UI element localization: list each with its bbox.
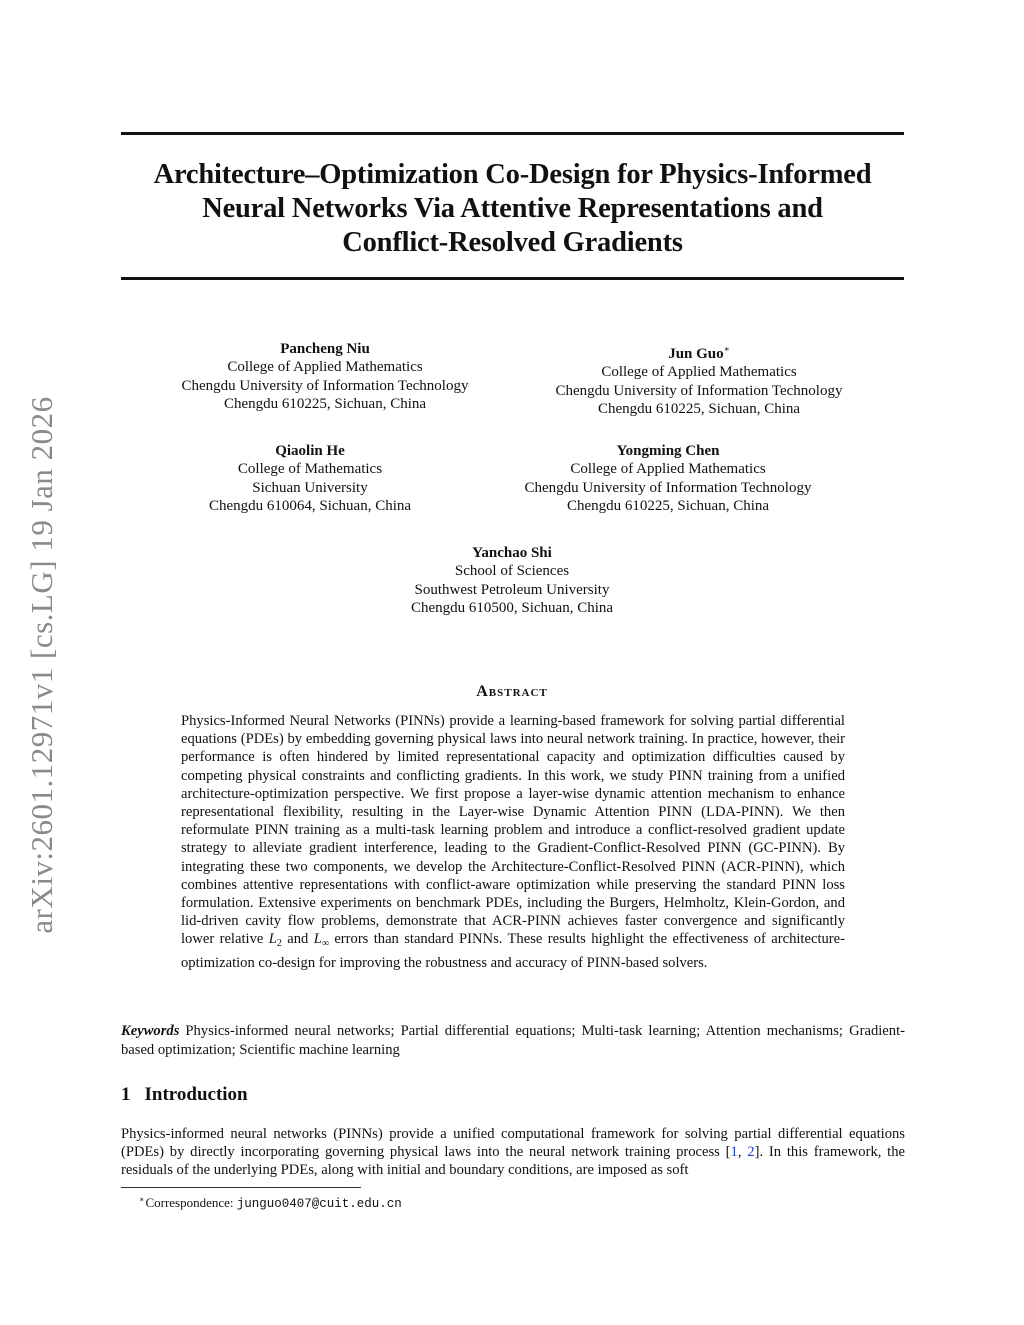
footnote-rule — [121, 1187, 361, 1188]
citation-link[interactable]: 2 — [747, 1144, 755, 1161]
author-department: College of Applied Mathematics — [601, 364, 797, 381]
author-institution: Chengdu University of Information Technology — [181, 377, 469, 394]
keywords-label: Keywords — [121, 1023, 180, 1039]
author-name: Qiaolin He — [275, 443, 345, 459]
title-line-2: Neural Networks Via Attentive Representations and — [202, 193, 823, 224]
author-name: Pancheng Niu — [280, 341, 370, 357]
author-block — [556, 340, 843, 419]
author-department: College of Mathematics — [237, 461, 383, 478]
author-address: Chengdu 610500, Sichuan, China — [410, 600, 614, 617]
author-address: Chengdu 610225, Sichuan, China — [223, 396, 427, 413]
keywords-list: Physics-informed neural networks; Partial differential equations; Multi-task learning; Attention mechanisms; Gradient-based optimization; Scientific machine learning — [121, 1023, 905, 1058]
author-block — [411, 544, 613, 618]
author-block — [209, 442, 411, 516]
keywords-paragraph — [121, 1022, 905, 1060]
title-bottom-rule — [121, 277, 904, 280]
author-block — [525, 442, 812, 516]
author-address: Chengdu 610225, Sichuan, China — [566, 498, 770, 515]
math-l2-norm: $L_2$ — [268, 931, 282, 950]
footnote-label: Correspondence: — [145, 1195, 234, 1210]
corresponding-author-mark: ∗ — [723, 344, 730, 354]
author-department: School of Sciences — [454, 563, 570, 580]
author-name: Yanchao Shi — [472, 545, 552, 561]
author-institution: Chengdu University of Information Technology — [524, 479, 812, 496]
author-address: Chengdu 610225, Sichuan, China — [597, 401, 801, 418]
correspondence-email[interactable]: junguo0407@cuit.edu.cn — [236, 1197, 402, 1211]
author-name: Yongming Chen — [616, 443, 720, 459]
section-number: 1 — [121, 1084, 131, 1105]
author-department: College of Applied Mathematics — [227, 359, 423, 376]
footnote-correspondence — [139, 1192, 402, 1212]
title-line-1: Architecture–Optimization Co-Design for Physics-Informed — [153, 159, 872, 190]
footnote-mark: ∗ — [139, 1195, 145, 1204]
author-institution: Chengdu University of Information Technology — [555, 382, 843, 399]
author-name: Jun Guo∗ — [668, 344, 730, 362]
section-heading-introduction — [121, 1084, 248, 1106]
paper-title — [121, 158, 904, 260]
author-institution: Sichuan University — [252, 479, 368, 496]
introduction-paragraph: Physics-informed neural networks (PINNs) provide a unified computational framework for solving partial differential equations (PDEs) by directly incorporating governing physical laws into the neural network training process [1, 2]. In this framework, the residuals of the underlying PDEs, along with initial and boundary conditions, are imposed as soft — [121, 1126, 906, 1179]
title-line-3: Conflict-Resolved Gradients — [342, 227, 683, 258]
arxiv-identifier-stamp: arXiv:2601.12971v1 [cs.LG] 19 Jan 2026 — [24, 396, 59, 934]
author-department: College of Applied Mathematics — [570, 461, 766, 478]
author-block — [182, 340, 469, 414]
author-address: Chengdu 610064, Sichuan, China — [208, 498, 412, 515]
math-linf-norm: $L_\infty$ — [313, 931, 329, 950]
abstract-text: Physics-Informed Neural Networks (PINNs) provide a learning-based framework for solving partial differential equations (PDEs) by embedding governing physical laws into neural network training. In practice, however, their performance is often hindered by limited representational capacity and optimization difficulties caused by competing physical constraints and conflicting gradients. In this work, we study PINN training from a unified architecture-optimization perspective. We first propose a layer-wise dynamic attention mechanism to enhance representational flexibility, resulting in the Layer-wise Dynamic Attention PINN (LDA-PINN). We then reformulate PINN training as a multi-task learning problem and introduce a conflict-resolved gradient update strategy to alleviate gradient interference, leading to the Gradient-Conflict-Resolved PINN (GC-PINN). By integrating these two components, we develop the Architecture-Conflict-Resolved PINN (ACR-PINN), which combines attentive representations with conflict-aware optimization while preserving the standard PINN loss formulation. Extensive experiments on benchmark PDEs, including the Burgers, Helmholtz, Klein-Gordon, and lid-driven cavity flow problems, demonstrate that ACR-PINN achieves faster convergence and significantly lower relative $L_2$ and $L_\infty$ errors than standard PINNs. These results highlight the effectiveness of architecture-optimization co-design for improving the robustness and accuracy of PINN-based solvers. — [181, 713, 845, 971]
title-top-rule — [121, 132, 904, 135]
section-title: Introduction — [144, 1084, 248, 1105]
citation-link[interactable]: 1 — [730, 1144, 738, 1161]
author-institution: Southwest Petroleum University — [414, 581, 610, 598]
abstract-heading: Abstract — [476, 683, 548, 700]
